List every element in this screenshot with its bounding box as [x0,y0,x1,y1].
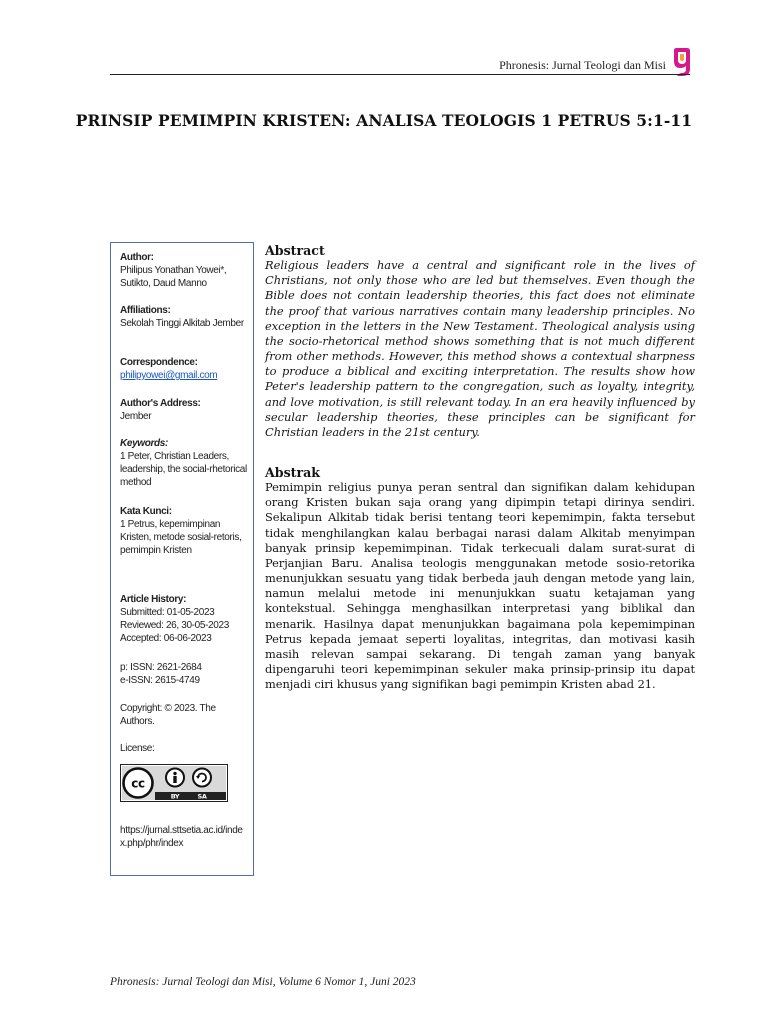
abstract-heading: Abstract [265,243,325,258]
reviewed-date: Reviewed: 26, 30-05-2023 [120,620,229,631]
issn-block [120,661,249,687]
abstrak-heading: Abstrak [265,465,321,480]
katakunci-block [120,505,249,557]
katakunci-value: 1 Petrus, kepemimpinan Kristen, metode sosial-retoris, pemimpin Kristen [120,519,242,556]
e-issn: e-ISSN: 2615-4749 [120,675,200,686]
correspondence-email-link[interactable]: philipyowei@gmail.com [120,370,218,381]
keywords-value: 1 Peter, Christian Leaders, leadership, the social-rhetorical method [120,451,247,488]
affiliations-value: Sekolah Tinggi Alkitab Jember [120,318,244,329]
footer-citation: Phronesis: Jurnal Teologi dan Misi, Volume 6 Nomor 1, Juni 2023 [110,976,416,988]
address-label: Author's Address: [120,398,201,409]
cc-by-label: BY [170,792,180,801]
license-label: License: [120,743,155,754]
article-info-sidebar [110,242,254,876]
author-value: Philipus Yonathan Yowei*, Sutikto, Daud Manno [120,265,227,289]
history-block [120,593,249,645]
katakunci-label: Kata Kunci: [120,506,172,517]
accepted-date: Accepted: 06-06-2023 [120,633,212,644]
author-label: Author: [120,252,154,263]
header-divider [110,74,690,75]
address-value: Jember [120,411,152,422]
cc-by-sa-license-icon[interactable] [120,764,228,802]
p-issn: p: ISSN: 2621-2684 [120,662,202,673]
article-title: PRINSIP PEMIMPIN KRISTEN: ANALISA TEOLOGIS 1 PETRUS 5:1-11 [75,111,693,130]
history-label: Article History: [120,594,187,605]
copyright-block [120,702,249,728]
keywords-block [120,437,249,489]
cc-glyph: cc [131,776,145,791]
copyright-text: Copyright: © 2023. The Authors. [120,703,216,727]
keywords-label: Keywords: [120,438,168,449]
abstract-text: Religious leaders have a central and significant role in the lives of Christians, not only those who are led but themselves. Even though the Bible does not contain leadership theories, this fact does not eliminate the proof that various narratives contain many leadership principles. No exception in the letters in the New Testament. Theological analysis using the socio-rhetorical method shows something that is not much different from other methods. However, this method shows a contextual sharpness to produce a biblical and exciting interpretation. The results show how Peter's leadership pattern to the congregation, such as loyalty, integrity, and love motivation, is still relevant today. In an era heavily influenced by secular leadership theories, these principles can be significant for Christian leaders in the 21st century. [265,258,695,439]
abstract-section [265,243,695,440]
address-block [120,397,249,423]
affiliations-label: Affiliations: [120,305,171,316]
correspondence-block [120,356,249,382]
correspondence-label: Correspondence: [120,357,198,368]
journal-url-block [120,824,249,850]
cc-sa-label: SA [197,792,207,801]
journal-url-link[interactable]: https://jurnal.sttsetia.ac.id/index.php/phr/index [120,825,243,849]
abstrak-section [265,465,695,692]
journal-logo-icon [670,47,692,77]
journal-header: Phronesis: Jurnal Teologi dan Misi [499,58,666,72]
submitted-date: Submitted: 01-05-2023 [120,607,215,618]
abstrak-text: Pemimpin religius punya peran sentral dan signifikan dalam kehidupan orang Kristen bukan saja orang yang dipimpin tetapi dirinya sendiri. Sekalipun Alkitab tidak berisi tentang teori kepemimpin, fakta tersebut tidak menghilangkan kalau berbagai narasi dalam Alkitab menyimpan banyak prinsip kepemimpinan. Tidak terkecuali dalam surat-surat di Perjanjian Baru. Analisa teologis menggunakan metode sosio-retorika menunjukkan sesuatu yang tidak berbeda jauh dengan metode yang lain, namun melalui metode ini menunjukkan suatu ketajaman yang kontekstual. Sehingga menghasilkan interpretasi yang biblikal dan menarik. Hasilnya dapat menunjukkan bagaimana pola kepemimpinan Petrus kepada jemaat seperti loyalitas, integritas, dan motivasi kasih masih relevan sampai sekarang. Di tengah zaman yang banyak dipengaruhi teori kepemimpinan sekuler maka prinsip-prinsip itu dapat menjadi ciri khusus yang signifikan bagi pemimpin Kristen abad 21. [265,480,695,692]
author-block [120,251,249,290]
affiliations-block [120,304,249,330]
license-block [120,742,249,755]
